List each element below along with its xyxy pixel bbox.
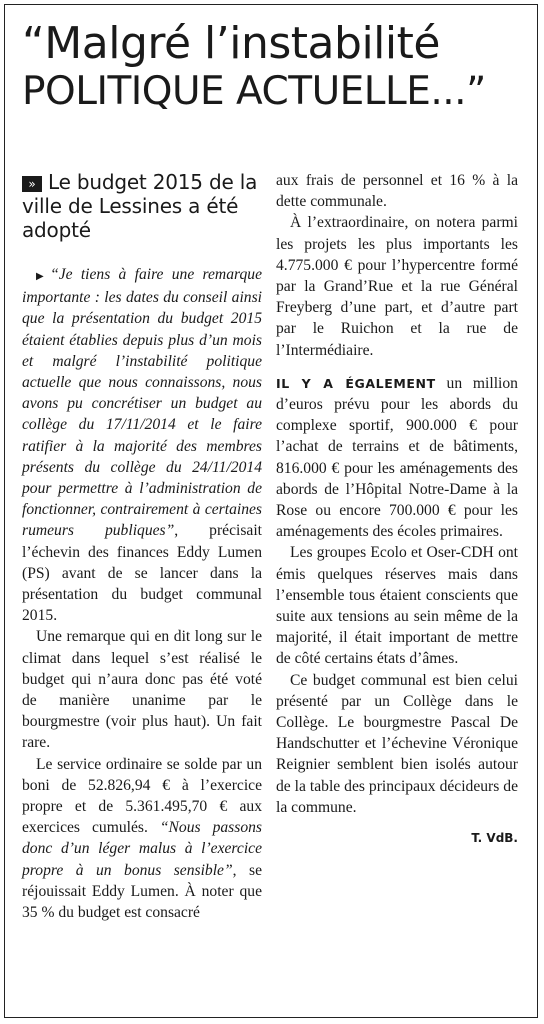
- paragraph-egalement: [276, 373, 518, 543]
- egalement-text: un million d’euros prévu pour les abords du complexe sportif, 900.000 € pour l’achat de terrains et de bâtiments, 816.000 € pour les aménagements des abords de l’Hôpital Notre-Dame à la Rose ou encore 700.000 € pour les aménagements des écoles primaires.: [276, 374, 518, 541]
- triangle-marker-icon: ▶: [36, 271, 49, 282]
- paragraph-opening-quote: [22, 264, 262, 626]
- service-ordinaire-tail: , se réjouissait Eddy Lumen. À noter que 35 % du budget est consacré: [22, 861, 262, 922]
- service-ordinaire-quote: “Nous passons donc d’un léger malus à l’exercice propre à un bonus sensible”: [22, 819, 262, 879]
- opening-quote-attribution: , précisait l’échevin des finances Eddy Lumen (PS) avant de se lancer dans la présentation du budget communal 2015.: [22, 522, 262, 625]
- subheadline-text: Le budget 2015 de la ville de Lessines a été adopté: [22, 170, 258, 242]
- paragraph-frais-personnel: aux frais de personnel et 16 % à la dette communale.: [276, 172, 518, 211]
- article-headline: [22, 18, 527, 114]
- paragraph-service-ordinaire: [22, 754, 262, 924]
- left-column: [22, 170, 262, 923]
- paragraph-budget-communal: Ce budget communal est bien celui présenté par un Collège dans le Collège. Le bourgmestre Pascal De Handschutter et l’échevine Véronique Reignier semblent bien isolés autour de la table des principaux décideurs de la commune.: [276, 671, 518, 816]
- double-chevron-icon: »: [22, 176, 42, 192]
- section-gap: [276, 361, 518, 373]
- service-ordinaire-text: Le service ordinaire se solde par un boni de 52.826,94 € à l’exercice propre et de 5.361.495,70 € aux exercices cumulés.: [22, 755, 262, 837]
- headline-line-2: POLITIQUE ACTUELLE...”: [22, 69, 486, 114]
- paragraph-remarque: Une remarque qui en dit long sur le climat dans lequel s’est réalisé le budget qui n’aura donc pas été voté de manière unanime par le bourgmestre (voir plus haut). Un fait rare.: [22, 628, 262, 752]
- author-byline: T. VdB.: [471, 831, 518, 846]
- right-column: [276, 170, 518, 849]
- article-subheadline: [22, 170, 262, 242]
- headline-line-1: “Malgré l’instabilité: [22, 18, 440, 69]
- paragraph-groupes: Les groupes Ecolo et Oser-CDH ont émis quelques réserves mais dans l’ensemble tous étaient conscients que suite aux tensions au sein même de la majorité, il était important de mettre de côté certains états d’âmes.: [276, 544, 518, 668]
- run-in-heading: IL Y A ÉGALEMENT: [276, 375, 436, 391]
- paragraph-extraordinaire: À l’extraordinaire, on notera parmi les projets les plus importants les 4.775.000 € pour l’hypercentre formé par la Grand’Rue et la rue Général Freyberg d’une part, et d’autre part par le Ruichon et la rue de l’Intermédiaire.: [276, 214, 518, 359]
- opening-quote-text: “Je tiens à faire une remarque importante : les dates du conseil ainsi que la présentation du budget 2015 étaient établies depuis plus d’un mois et malgré l’instabilité politique actuelle que nous connaissons, nous avons pu concrétiser un budget au collège du 17/11/2014 et le faire ratifier à la majorité des membres présents du collège du 24/11/2014 pour permettre à l’administration de fonctionner, contrairement à certaines rumeurs publiques”: [22, 266, 262, 540]
